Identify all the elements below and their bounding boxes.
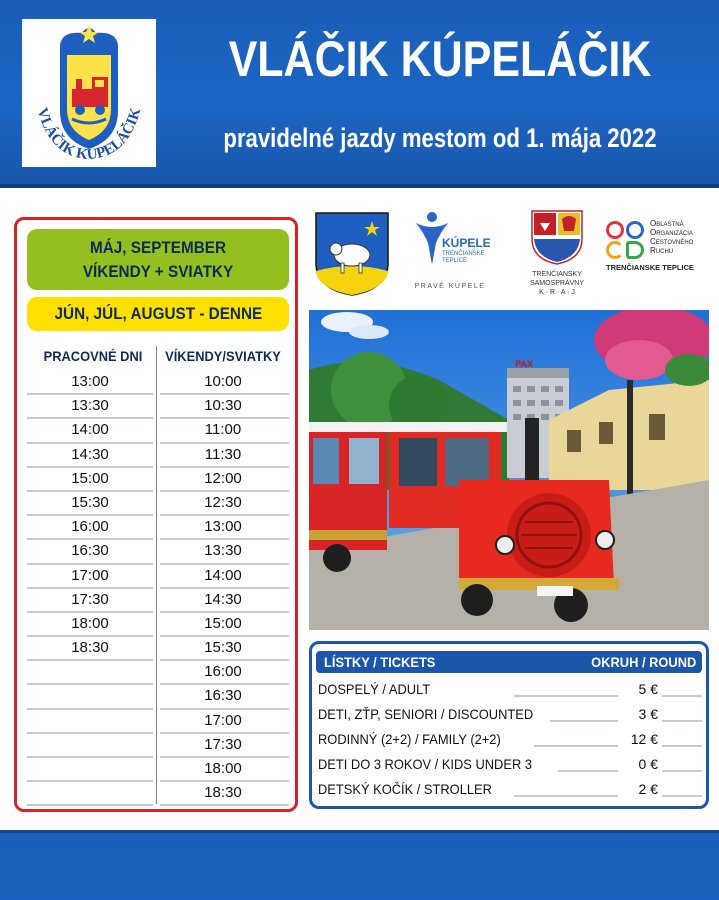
oocr-r-icon <box>626 241 644 259</box>
oocr-o1-icon <box>606 221 624 239</box>
oocr-c-icon <box>606 241 624 259</box>
timetable-panel <box>14 217 298 812</box>
page-title: VLÁČIK KÚPELÁČIK <box>228 31 652 87</box>
weekday-time: 17:00 <box>71 566 109 584</box>
timetable-row <box>27 565 289 589</box>
season-green-line2: VÍKENDY + SVIATKY <box>82 262 234 281</box>
timetable-row <box>27 395 289 419</box>
weekday-time <box>27 782 153 804</box>
weekday-time: 16:30 <box>71 542 109 560</box>
ticket-label: RODINNÝ (2+2) / FAMILY (2+2) <box>318 731 501 747</box>
weekend-time: 15:00 <box>204 614 242 632</box>
timetable-row <box>27 685 289 709</box>
region-line1: TRENČIANSKY <box>532 271 582 278</box>
weekend-time: 17:00 <box>204 711 242 729</box>
weekend-time: 16:00 <box>204 663 242 681</box>
timetable-row <box>27 540 289 564</box>
ticket-leader-line <box>534 745 618 747</box>
weekend-time: 13:00 <box>204 518 242 536</box>
pax-sign: PAX <box>515 359 533 369</box>
logo-arc-text: VLÁČIK KÚPELÁČIK <box>33 106 145 164</box>
region-line2: SAMOSPRÁVNY <box>529 280 585 287</box>
town-crest-logo <box>314 211 390 302</box>
weekend-time: 16:30 <box>204 687 242 705</box>
brand-logo <box>22 19 156 167</box>
oocr-o2-icon <box>626 221 644 239</box>
weekend-time: 10:30 <box>204 397 242 415</box>
region-line3: K · R · A · J <box>539 289 575 296</box>
ticket-price: 5 € <box>638 681 658 697</box>
weekend-time: 14:00 <box>204 566 242 584</box>
timetable-rows <box>27 371 289 806</box>
weekday-time <box>27 758 153 780</box>
timetable-row <box>27 710 289 734</box>
weekend-time: 14:30 <box>204 590 242 608</box>
kupele-sub1: TRENČIANSKE <box>442 251 485 257</box>
timetable-row <box>27 419 289 443</box>
weekend-time: 13:30 <box>204 542 242 560</box>
timetable-row <box>27 637 289 661</box>
partner-logos <box>310 205 715 300</box>
weekend-time: 12:00 <box>204 469 242 487</box>
timetable-row <box>27 758 289 782</box>
weekday-time <box>27 734 153 756</box>
oocr-line2: Organizácia <box>650 228 693 237</box>
ticket-tail-line <box>662 720 702 722</box>
header-banner <box>0 0 719 188</box>
weekday-time: 13:30 <box>71 397 109 415</box>
weekday-time: 15:30 <box>71 493 109 511</box>
ticket-row <box>318 753 702 777</box>
weekday-time: 14:30 <box>71 445 109 463</box>
weekday-time <box>27 685 153 707</box>
row-rule <box>27 804 153 806</box>
oocr-line1: Oblastná <box>650 219 684 228</box>
ticket-label: DETI DO 3 ROKOV / KIDS UNDER 3 <box>318 756 533 772</box>
ticket-label: DETSKÝ KOČÍK / STROLLER <box>318 781 492 797</box>
weekend-time: 10:00 <box>204 373 242 390</box>
weekend-time: 11:30 <box>204 445 242 463</box>
ticket-row <box>318 703 702 727</box>
season-green-line1: MÁJ, SEPTEMBER <box>89 238 227 257</box>
weekend-time: 12:30 <box>204 493 242 511</box>
weekday-time <box>27 710 153 732</box>
ticket-row <box>318 778 702 802</box>
timetable-row <box>27 444 289 468</box>
column-header-weekends: VÍKENDY/SVIATKY <box>165 348 281 364</box>
weekend-time: 17:30 <box>204 735 242 753</box>
weekday-time: 13:00 <box>71 373 109 390</box>
oocr-line4: Ruchu <box>650 246 674 255</box>
ticket-leader-line <box>558 770 618 772</box>
weekend-time: 11:00 <box>204 421 242 439</box>
season-summer-badge <box>27 297 289 331</box>
weekday-time: 18:00 <box>71 614 109 632</box>
ticket-price: 12 € <box>630 731 658 747</box>
tickets-header-left: LÍSTKY / TICKETS <box>324 654 436 670</box>
page-subtitle: pravidelné jazdy mestom od 1. mája 2022 <box>223 123 657 153</box>
ticket-price: 3 € <box>638 706 658 722</box>
timetable-row <box>27 516 289 540</box>
ticket-price: 2 € <box>638 781 658 797</box>
kupele-sub2: TEPLICE <box>442 258 468 264</box>
ticket-price: 0 € <box>638 756 658 772</box>
kupele-logo <box>410 209 490 291</box>
ticket-leader-line <box>514 795 618 797</box>
ticket-tail-line <box>662 795 702 797</box>
timetable-row <box>27 661 289 685</box>
timetable-row <box>27 371 289 395</box>
timetable-row <box>27 492 289 516</box>
tickets-header-right: OKRUH / ROUND <box>590 654 696 670</box>
season-may-september-badge <box>27 229 289 290</box>
weekday-time: 18:30 <box>71 639 109 657</box>
oocr-line3: Cestovného <box>650 237 694 246</box>
weekday-time: 17:30 <box>71 590 109 608</box>
weekday-time: 16:00 <box>71 518 109 536</box>
timetable-row <box>27 589 289 613</box>
ticket-label: DOSPELÝ / ADULT <box>318 681 431 697</box>
ticket-label: DETI, ZŤP, SENIORI / DISCOUNTED <box>318 706 534 722</box>
timetable-row <box>27 613 289 637</box>
weekend-time: 18:30 <box>204 784 242 802</box>
tickets-header <box>316 651 702 673</box>
footer-band <box>0 830 719 900</box>
weekend-time: 15:30 <box>204 639 242 657</box>
ticket-row <box>318 678 702 702</box>
weekday-time: 14:00 <box>71 421 109 439</box>
kupele-name: KÚPELE <box>442 236 490 250</box>
column-header-weekdays: PRACOVNÉ DNI <box>43 348 143 364</box>
train-photo <box>309 310 709 630</box>
ticket-row <box>318 728 702 752</box>
row-rule <box>160 804 289 806</box>
timetable-row <box>27 734 289 758</box>
timetable-row <box>27 468 289 492</box>
weekend-time: 18:00 <box>204 760 242 777</box>
ticket-tail-line <box>662 695 702 697</box>
weekday-time <box>27 661 153 683</box>
tickets-panel <box>309 641 709 809</box>
kupele-tagline: PRAVÉ KÚPELE <box>414 283 486 290</box>
weekday-time: 15:00 <box>71 469 109 487</box>
ticket-tail-line <box>662 770 702 772</box>
timetable-row <box>27 782 289 806</box>
region-logo <box>528 209 586 297</box>
ticket-leader-line <box>550 720 618 722</box>
oocr-line5: TRENČIANSKE TEPLICE <box>606 263 694 272</box>
ticket-leader-line <box>514 695 618 697</box>
ticket-tail-line <box>662 745 702 747</box>
season-yellow-label: JÚN, JÚL, AUGUST - DENNE <box>54 304 262 323</box>
